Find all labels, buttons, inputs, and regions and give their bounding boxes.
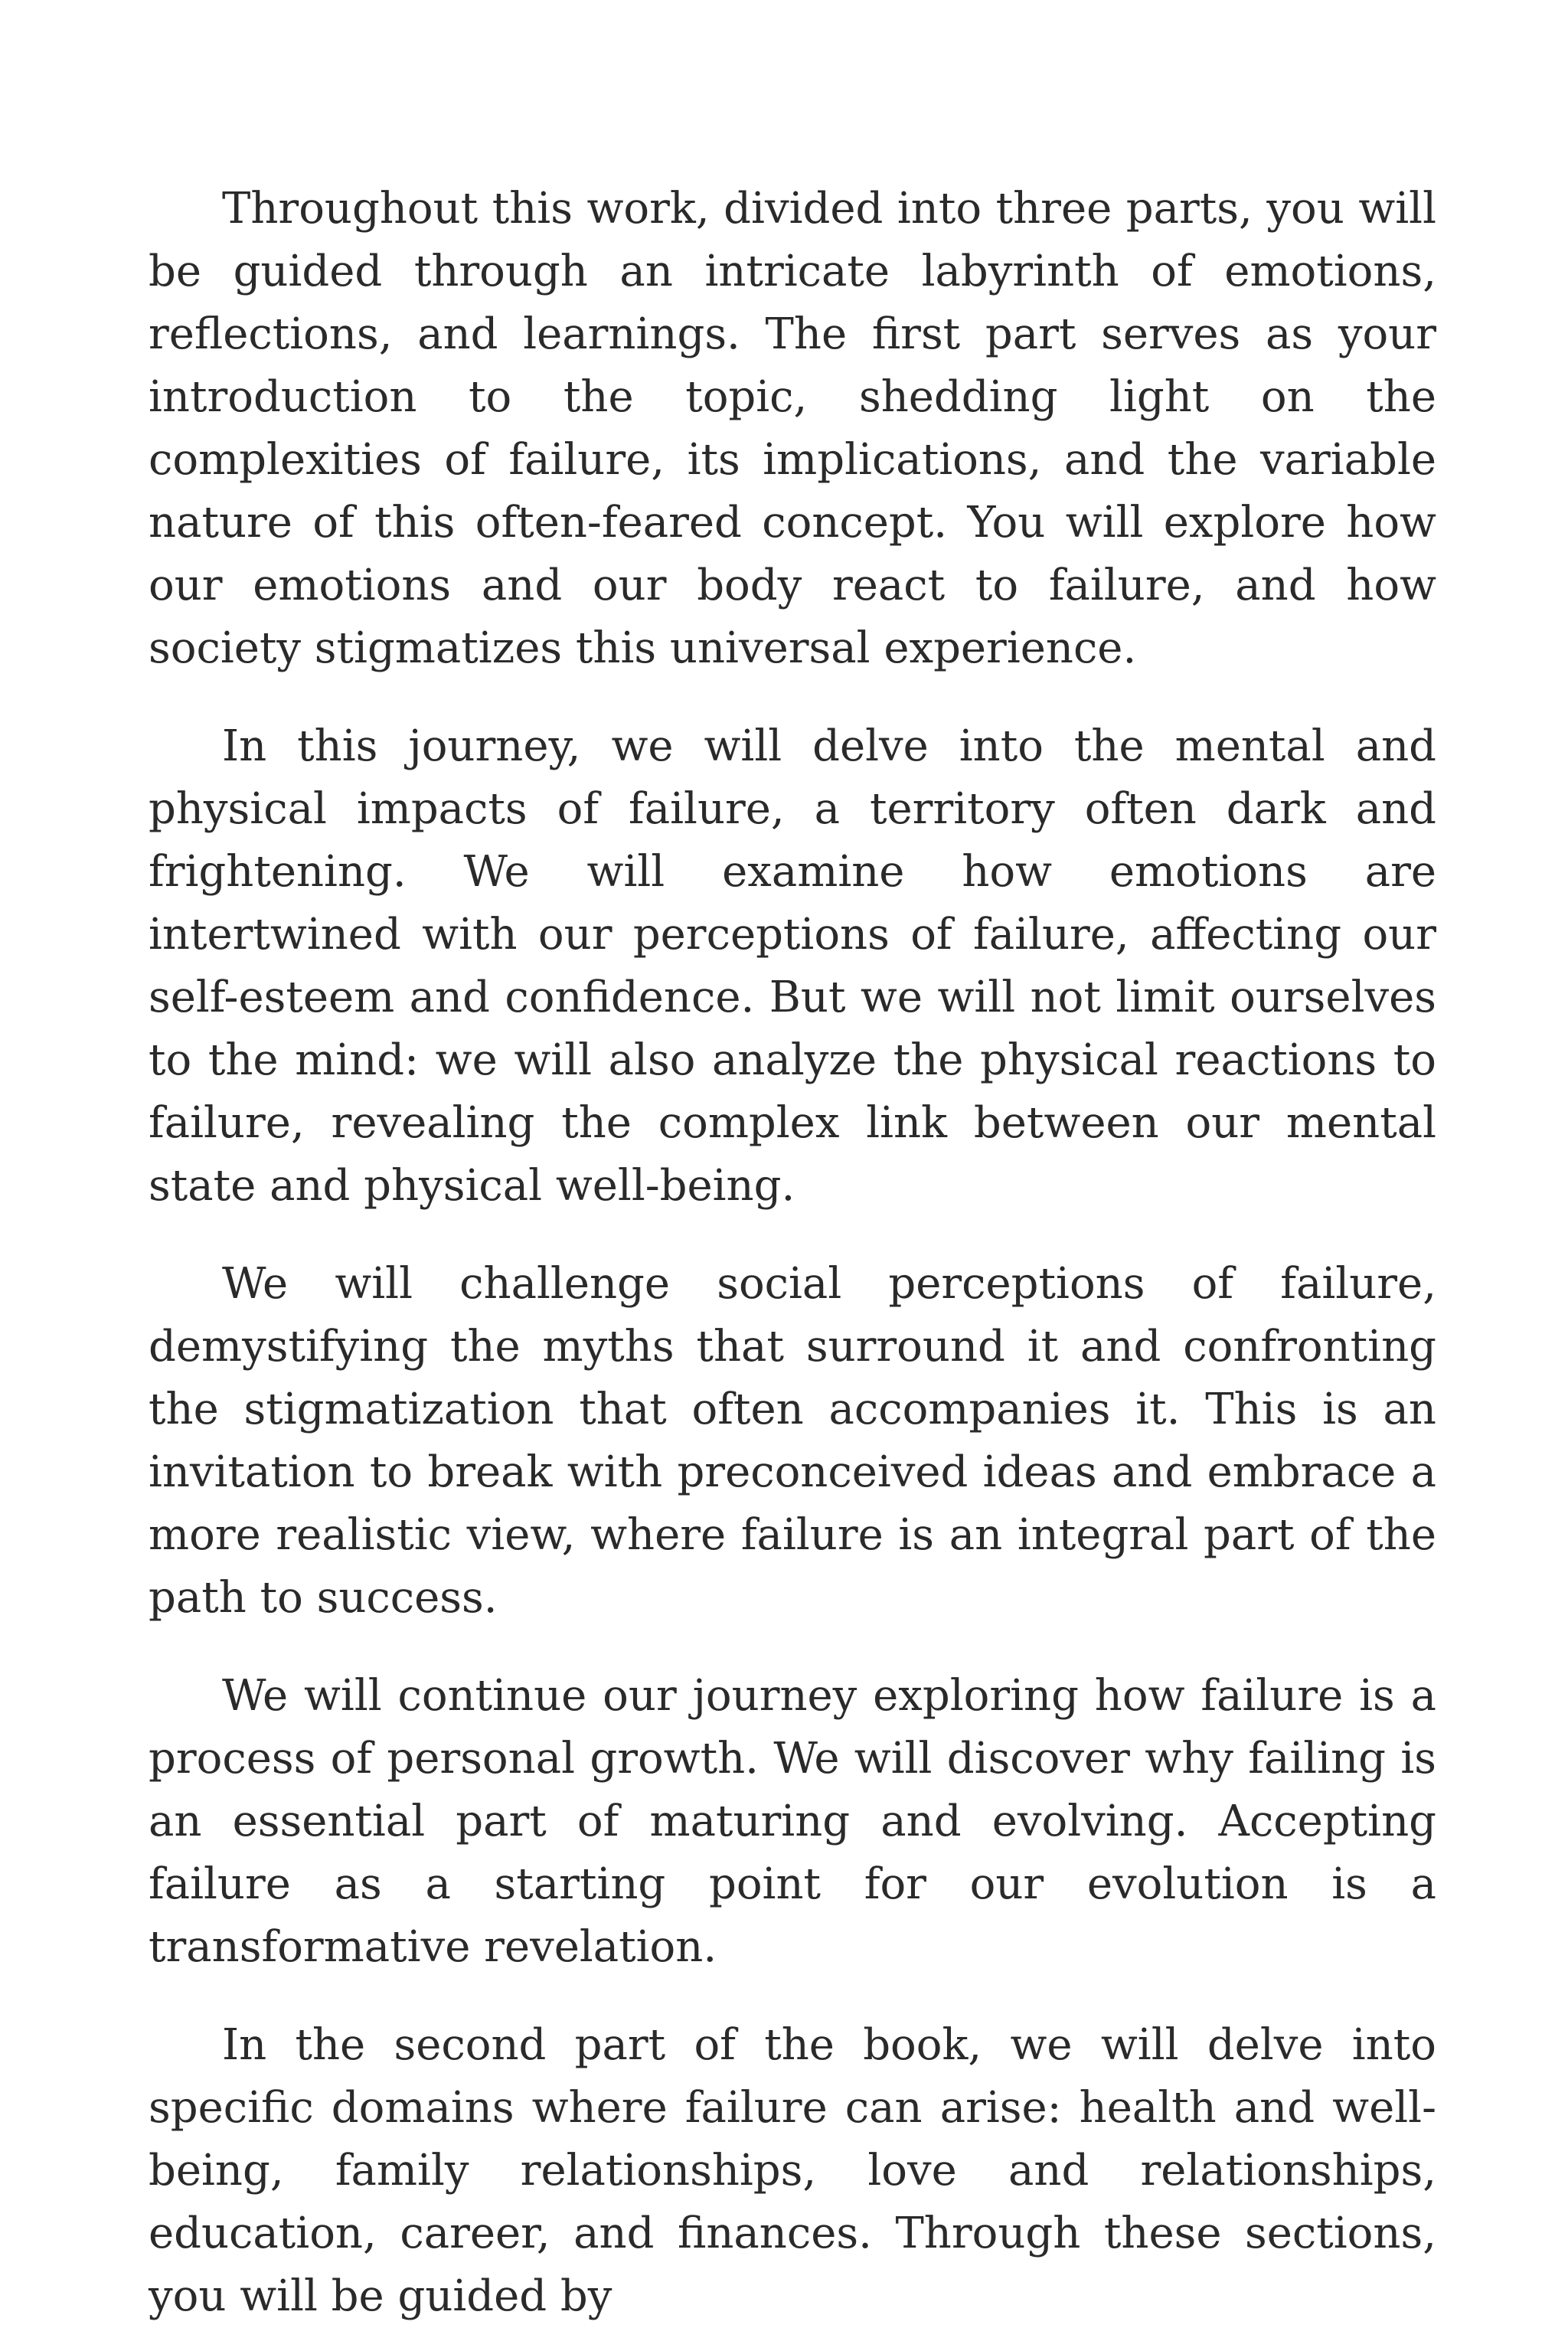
body-text xyxy=(149,178,1436,2328)
paragraph: Throughout this work, divided into three parts, you will be guided through an intricate labyrinth of emotions, reflections, and learnings. The first part serves as your introduction to the topic, shedding light on the complexities of failure, its implications, and the variable nature of this often-feared concept. You will explore how our emotions and our body react to failure, and how society stigmatizes this universal experience. xyxy=(149,184,1436,673)
paragraph: We will challenge social perceptions of failure, demystifying the myths that surround it and confronting the stigmatization that often accompanies it. This is an invitation to break with preconceived ideas and embrace a more realistic view, where failure is an integral part of the path to success. xyxy=(149,1259,1436,1623)
paragraph: In the second part of the book, we will delve into specific domains where failure can arise: health and well-being, family relationships, love and relationships, education, career, and finances. Through these sections, you will be guided by xyxy=(149,2020,1436,2321)
paragraph: We will continue our journey exploring how failure is a process of personal growth. We will discover why failing is an essential part of maturing and evolving. Accepting failure as a starting point for our evolution is a transformative revelation. xyxy=(149,1671,1436,1972)
paragraph: In this journey, we will delve into the mental and physical impacts of failure, a territory often dark and frightening. We will examine how emotions are intertwined with our perceptions of failure, affecting our self-esteem and confidence. But we will not limit ourselves to the mind: we will also analyze the physical reactions to failure, revealing the complex link between our mental state and physical well-being. xyxy=(149,721,1436,1211)
